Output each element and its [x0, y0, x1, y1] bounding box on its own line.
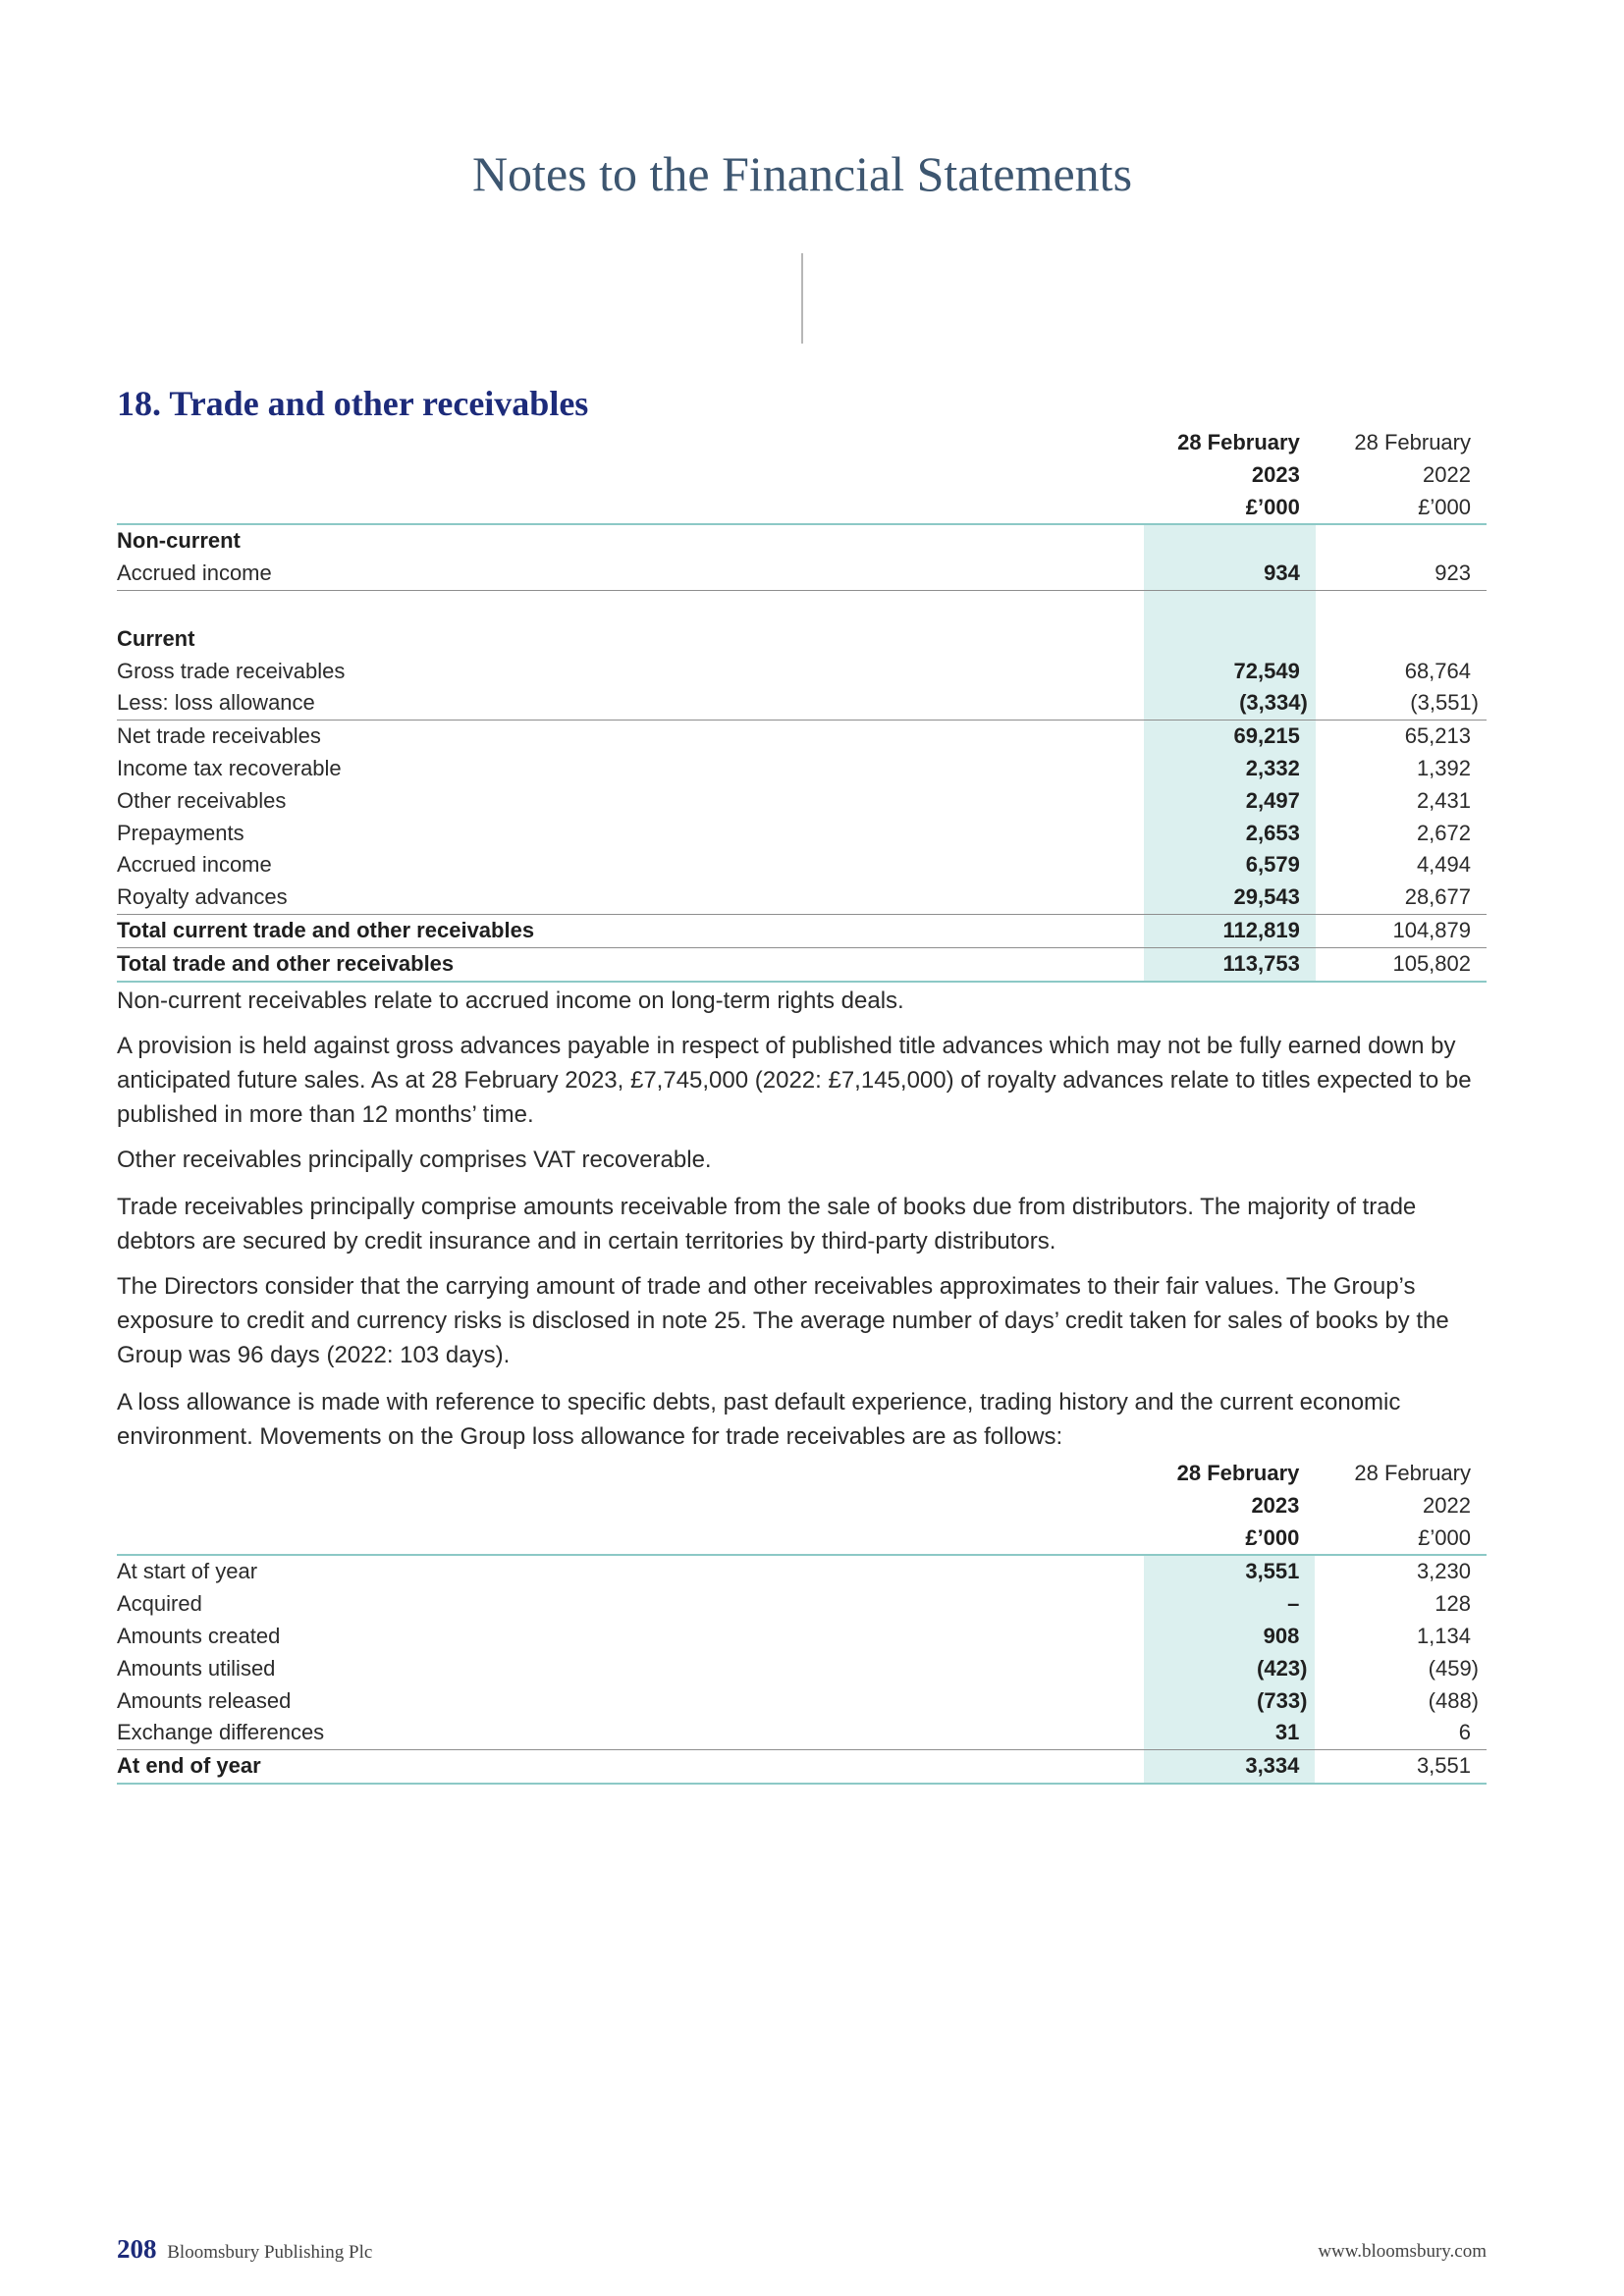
- table-header-row: [117, 459, 1487, 492]
- note-paragraph: A provision is held against gross advances payable in respect of published title advances which may not be fully earned down by anticipated future sales. As at 28 February 2023, £7,745,000 (2022: £7,145,000) of royalty advances relate to titles expected to be published in more than 12 months’ time.: [117, 1033, 1472, 1128]
- row-label: Amounts released: [117, 1687, 292, 1713]
- row-value-2022: (488): [1428, 1687, 1479, 1713]
- table-row: [117, 753, 1487, 785]
- non-current-label-row: [117, 524, 1487, 558]
- col-2022-unit: £’000: [1315, 1522, 1487, 1556]
- row-value-2023: (423): [1144, 1653, 1316, 1685]
- company-name: Bloomsbury Publishing Plc: [167, 2242, 373, 2263]
- table-row: [117, 558, 1487, 590]
- note-paragraph: Trade receivables principally comprise amounts receivable from the sale of books due from distributors. The majority of trade debtors are secured by credit insurance and in certain territories by third-party distributors.: [117, 1194, 1417, 1255]
- row-value-2022: 68,764: [1404, 658, 1471, 683]
- col-2023-header: 28 February: [1176, 1461, 1300, 1485]
- row-label: Acquired: [117, 1591, 202, 1617]
- table-row: [117, 1717, 1487, 1749]
- row-label: Total trade and other receivables: [117, 947, 1144, 981]
- row-label: Total current trade and other receivables: [117, 914, 1144, 947]
- row-value-2023: 6,579: [1144, 849, 1315, 881]
- row-value-2023: (3,334): [1144, 687, 1315, 720]
- row-value-2023: 3,334: [1144, 1750, 1316, 1784]
- page-title: Notes to the Financial Statements: [471, 146, 1133, 201]
- row-label: Current: [117, 625, 195, 651]
- row-value-2023: 3,551: [1144, 1555, 1316, 1588]
- title-divider: [801, 253, 803, 344]
- row-value-2022: 128: [1435, 1591, 1471, 1617]
- row-label: Royalty advances: [117, 884, 288, 910]
- row-value-2023: 908: [1144, 1621, 1316, 1653]
- table-header-row: [117, 1490, 1487, 1522]
- note-paragraph: Other receivables principally comprises VAT recoverable.: [117, 1147, 712, 1173]
- table-row: [117, 721, 1487, 753]
- row-value-2022: 6: [1458, 1720, 1471, 1745]
- page-number: 208: [117, 2234, 157, 2264]
- note-paragraph: A loss allowance is made with reference to specific debts, past default experience, trading history and the current economic environment. Movements on the Group loss allowance for trade receivables are as follows:: [117, 1389, 1401, 1450]
- row-label: Amounts created: [117, 1623, 281, 1648]
- row-label: Non-current: [117, 528, 241, 554]
- row-value-2022: 65,213: [1316, 721, 1487, 753]
- table-row-subtotal: [117, 914, 1487, 947]
- table-row: [117, 881, 1487, 914]
- table-row: [117, 818, 1487, 850]
- table-row: [117, 785, 1487, 818]
- row-value-2022: 3,230: [1416, 1559, 1471, 1584]
- loss-allowance-table: [117, 1458, 1487, 1785]
- col-2023-unit: £’000: [1144, 492, 1315, 525]
- row-value-2022: 2,672: [1416, 820, 1471, 845]
- row-value-2022: 1,134: [1416, 1623, 1471, 1648]
- row-value-2022: 104,879: [1316, 914, 1487, 947]
- row-label: Accrued income: [117, 558, 1144, 590]
- table-row: [117, 1621, 1487, 1653]
- table-row: [117, 656, 1487, 688]
- row-value-2022: 4,494: [1416, 852, 1471, 878]
- col-2022-header: 28 February: [1354, 1461, 1471, 1485]
- row-label: Income tax recoverable: [117, 755, 342, 780]
- table-row-total: [117, 947, 1487, 981]
- col-2022-unit: £’000: [1316, 492, 1487, 525]
- col-2022-year: 2022: [1423, 1492, 1471, 1518]
- col-2023-header: 28 February: [1177, 430, 1300, 454]
- row-label: Accrued income: [117, 852, 272, 878]
- note-paragraph: The Directors consider that the carrying amount of trade and other receivables approximates to their fair values. The Group’s exposure to credit and currency risks is disclosed in note 25. The average number of days’ credit taken for sales of books by the Group was 96 days (2022: 103 days).: [117, 1273, 1449, 1368]
- row-label: Other receivables: [117, 787, 287, 813]
- table-header-row: [117, 427, 1487, 459]
- row-value-2022: 105,802: [1316, 947, 1487, 981]
- row-label: Less: loss allowance: [117, 690, 315, 716]
- row-value-2023: (733): [1144, 1685, 1316, 1718]
- col-2022-header: 28 February: [1354, 430, 1471, 454]
- row-value-2023: 31: [1144, 1717, 1316, 1749]
- table-header-row: [117, 1522, 1487, 1556]
- row-value-2023: 113,753: [1144, 947, 1315, 981]
- row-label: Exchange differences: [117, 1720, 325, 1745]
- table-row: [117, 1685, 1487, 1718]
- col-2022-year: 2022: [1423, 461, 1471, 487]
- row-value-2022: 3,551: [1315, 1750, 1487, 1784]
- row-label: Net trade receivables: [117, 721, 1144, 753]
- receivables-table: [117, 427, 1487, 983]
- row-value-2023: 72,549: [1144, 656, 1315, 688]
- row-value-2023: 69,215: [1144, 721, 1315, 753]
- row-value-2022: 2,431: [1416, 787, 1471, 813]
- table-row: [117, 1653, 1487, 1685]
- row-value-2023: 2,653: [1144, 818, 1315, 850]
- table-row-total: [117, 1750, 1487, 1784]
- row-label: Prepayments: [117, 820, 244, 845]
- row-label: Amounts utilised: [117, 1655, 276, 1681]
- table-row: [117, 687, 1487, 720]
- table-row: [117, 1555, 1487, 1588]
- current-label-row: [117, 623, 1487, 656]
- website-url: www.bloomsbury.com: [1318, 2241, 1487, 2262]
- row-label: At end of year: [117, 1750, 1144, 1784]
- table-header-row: [117, 492, 1487, 525]
- col-2023-year: 2023: [1251, 1492, 1300, 1518]
- row-value-2023: 934: [1144, 558, 1315, 590]
- spacer-row: [117, 590, 1487, 622]
- section-heading: 18. Trade and other receivables: [117, 384, 589, 423]
- row-value-2022: 1,392: [1416, 755, 1471, 780]
- row-value-2022: (3,551): [1410, 690, 1479, 716]
- col-2023-unit: £’000: [1144, 1522, 1316, 1556]
- footer-left: [117, 2234, 372, 2265]
- col-2023-year: 2023: [1251, 461, 1300, 487]
- row-value-2023: –: [1144, 1588, 1316, 1621]
- row-value-2023: 112,819: [1144, 914, 1315, 947]
- row-value-2022: 28,677: [1404, 884, 1471, 910]
- table-row: [117, 1588, 1487, 1621]
- row-value-2023: 29,543: [1144, 881, 1315, 914]
- table-row: [117, 849, 1487, 881]
- table-header-row: [117, 1458, 1487, 1490]
- row-label: Gross trade receivables: [117, 658, 346, 683]
- note-paragraph: Non-current receivables relate to accrued income on long-term rights deals.: [117, 988, 904, 1014]
- row-value-2023: 2,497: [1144, 785, 1315, 818]
- row-label: At start of year: [117, 1559, 258, 1584]
- row-value-2022: (459): [1428, 1655, 1479, 1681]
- row-value-2022: 923: [1316, 558, 1487, 590]
- row-value-2023: 2,332: [1144, 753, 1315, 785]
